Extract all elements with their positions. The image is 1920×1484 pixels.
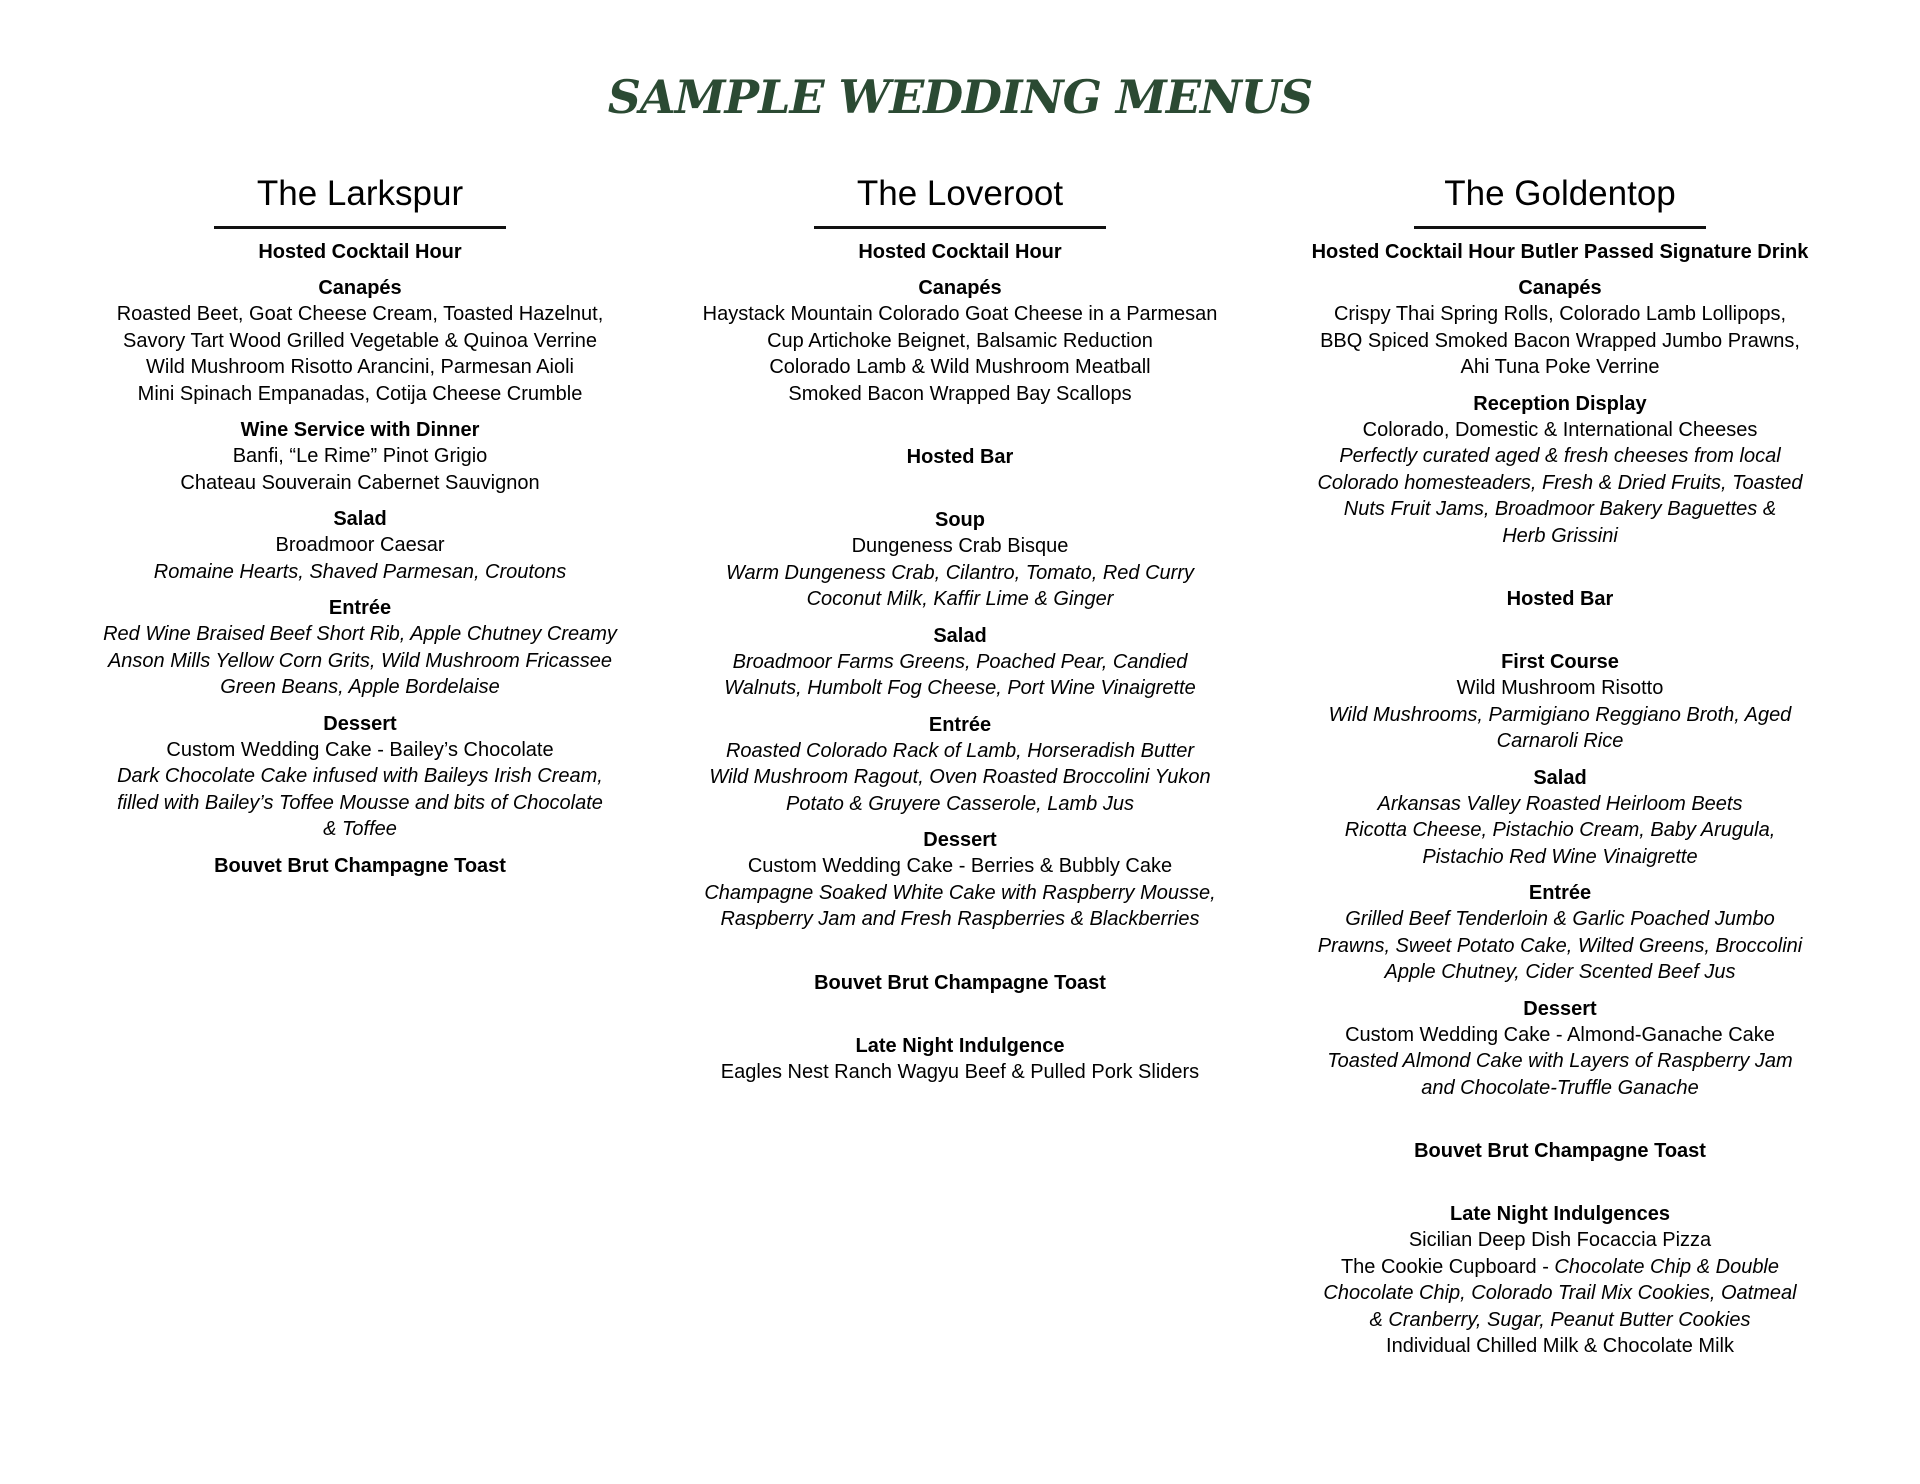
menu-item-line: Ahi Tuna Poke Verrine bbox=[1460, 356, 1660, 378]
section-heading: Late Night Indulgence bbox=[855, 1034, 1065, 1057]
menu-section bbox=[1280, 239, 1840, 265]
section-heading: Canapés bbox=[918, 277, 1002, 299]
menu-section bbox=[1280, 996, 1840, 1102]
menu-item-line: Potato & Gruyere Casserole, Lamb Jus bbox=[786, 792, 1134, 815]
menu-section bbox=[680, 712, 1240, 818]
section-heading: Reception Display bbox=[1473, 392, 1647, 415]
section-heading: Hosted Cocktail Hour bbox=[858, 241, 1062, 263]
menu-item-line: Coconut Milk, Kaffir Lime & Ginger bbox=[806, 588, 1114, 610]
section-heading: Salad bbox=[333, 508, 387, 530]
menu-section bbox=[80, 506, 640, 585]
menu-section bbox=[680, 444, 1240, 470]
menu-item-line: Wild Mushroom Ragout, Oven Roasted Broccolini Yukon bbox=[709, 766, 1211, 788]
menu-section bbox=[1280, 275, 1840, 381]
menu-item-line: Red Wine Braised Beef Short Rib, Apple Chutney Creamy bbox=[103, 623, 617, 645]
menu-item-line: Anson Mills Yellow Corn Grits, Wild Mushroom Fricassee bbox=[107, 649, 613, 672]
menu-column-loveroot bbox=[680, 170, 1240, 1370]
section-heading: Dessert bbox=[923, 829, 997, 851]
menu-sections bbox=[680, 239, 1240, 1085]
menu-section bbox=[80, 239, 640, 265]
section-heading: Hosted Bar bbox=[1506, 588, 1614, 610]
menu-item-line: Wild Mushroom Risotto Arancini, Parmesan Aioli bbox=[146, 356, 574, 378]
menu-name: The Larkspur bbox=[214, 170, 506, 229]
menu-item-line: Crispy Thai Spring Rolls, Colorado Lamb Lollipops, bbox=[1333, 303, 1787, 325]
menu-section bbox=[1280, 649, 1840, 755]
menu-item-line: Warm Dungeness Crab, Cilantro, Tomato, Red Curry bbox=[726, 561, 1194, 584]
menu-item-line: Pistachio Red Wine Vinaigrette bbox=[1422, 845, 1698, 868]
menu-item-line: Cup Artichoke Beignet, Balsamic Reduction bbox=[767, 329, 1153, 352]
menu-section bbox=[680, 827, 1240, 933]
menu-item-text: Chocolate Chip & Double bbox=[1554, 1255, 1780, 1278]
section-heading: Hosted Bar bbox=[906, 446, 1014, 468]
menu-section bbox=[680, 970, 1240, 996]
menu-item-line: BBQ Spiced Smoked Bacon Wrapped Jumbo Prawns, bbox=[1320, 329, 1800, 352]
section-heading: Hosted Cocktail Hour Butler Passed Signature Drink bbox=[1311, 241, 1809, 263]
menu-item-line: Romaine Hearts, Shaved Parmesan, Croutons bbox=[153, 560, 567, 583]
section-heading: Hosted Cocktail Hour bbox=[258, 241, 462, 263]
menu-section bbox=[1280, 1138, 1840, 1164]
menu-section bbox=[680, 1033, 1240, 1086]
section-heading: Canapés bbox=[318, 277, 402, 299]
menu-item-line: filled with Bailey’s Toffee Mousse and bits of Chocolate bbox=[117, 791, 603, 814]
menu-item-line: Haystack Mountain Colorado Goat Cheese in a Parmesan bbox=[702, 303, 1218, 325]
menu-section bbox=[1280, 880, 1840, 986]
menu-item-line: Colorado, Domestic & International Cheeses bbox=[1362, 418, 1758, 441]
menu-item-line: Arkansas Valley Roasted Heirloom Beets bbox=[1377, 792, 1743, 815]
section-heading: Salad bbox=[933, 624, 987, 647]
section-heading: First Course bbox=[1501, 651, 1619, 673]
menu-item-line: Nuts Fruit Jams, Broadmoor Bakery Baguettes & bbox=[1343, 498, 1777, 520]
section-heading: Soup bbox=[935, 509, 985, 531]
menu-section bbox=[1280, 1201, 1840, 1360]
section-heading: Canapés bbox=[1518, 277, 1602, 299]
menu-section bbox=[1280, 765, 1840, 871]
section-heading: Salad bbox=[1533, 766, 1587, 789]
page-title: SAMPLE WEDDING MENUS bbox=[607, 70, 1313, 124]
menu-item-line: Sicilian Deep Dish Focaccia Pizza bbox=[1408, 1229, 1712, 1251]
menu-item-line: Carnaroli Rice bbox=[1496, 730, 1624, 752]
menu-column-larkspur bbox=[80, 170, 640, 1370]
section-heading: Dessert bbox=[323, 712, 397, 735]
menu-name: The Loveroot bbox=[814, 170, 1106, 229]
menu-sections bbox=[1280, 239, 1840, 1360]
menu-item-line: Apple Chutney, Cider Scented Beef Jus bbox=[1384, 961, 1736, 983]
menu-item-line: & Toffee bbox=[323, 818, 397, 840]
menu-item-line: Toasted Almond Cake with Layers of Raspberry Jam bbox=[1327, 1050, 1793, 1072]
menu-section bbox=[680, 275, 1240, 407]
section-heading: Dessert bbox=[1523, 997, 1597, 1020]
menus-container bbox=[80, 170, 1840, 1370]
menu-section bbox=[80, 275, 640, 407]
menu-item-line: Dark Chocolate Cake infused with Baileys Irish Cream, bbox=[117, 765, 603, 787]
section-heading: Late Night Indulgences bbox=[1449, 1203, 1671, 1225]
menu-section bbox=[80, 711, 640, 843]
menu-item-line: Ricotta Cheese, Pistachio Cream, Baby Arugula, bbox=[1344, 819, 1776, 841]
menu-name: The Goldentop bbox=[1414, 170, 1706, 229]
menu-section bbox=[680, 239, 1240, 265]
menu-item-line: and Chocolate-Truffle Ganache bbox=[1421, 1076, 1699, 1099]
menu-item-line: Wild Mushroom Risotto bbox=[1456, 677, 1664, 699]
menu-item-line: Custom Wedding Cake - Almond-Ganache Cake bbox=[1345, 1023, 1775, 1046]
menu-item-line: Herb Grissini bbox=[1502, 524, 1618, 547]
menu-item-text: The Cookie Cupboard - bbox=[1340, 1255, 1555, 1278]
menu-section bbox=[80, 853, 640, 879]
section-heading: Entrée bbox=[928, 713, 992, 736]
menu-section bbox=[680, 507, 1240, 613]
section-heading: Bouvet Brut Champagne Toast bbox=[214, 854, 506, 877]
section-heading: Bouvet Brut Champagne Toast bbox=[814, 971, 1106, 994]
menu-item-line: Walnuts, Humbolt Fog Cheese, Port Wine Vinaigrette bbox=[724, 677, 1196, 699]
menu-item-line: Savory Tart Wood Grilled Vegetable & Quinoa Verrine bbox=[123, 329, 597, 352]
menu-item-line: Colorado Lamb & Wild Mushroom Meatball bbox=[769, 356, 1151, 378]
menu-item-line: Dungeness Crab Bisque bbox=[851, 535, 1069, 557]
menu-item-line: Eagles Nest Ranch Wagyu Beef & Pulled Pork Sliders bbox=[720, 1060, 1200, 1083]
menu-item-line bbox=[1280, 1254, 1840, 1281]
menu-section bbox=[1280, 586, 1840, 612]
menu-item-line: Raspberry Jam and Fresh Raspberries & Blackberries bbox=[720, 908, 1200, 930]
menu-item-line: Banfi, “Le Rime” Pinot Grigio bbox=[232, 445, 488, 467]
menu-item-line: Roasted Colorado Rack of Lamb, Horseradish Butter bbox=[725, 739, 1194, 762]
section-heading: Bouvet Brut Champagne Toast bbox=[1414, 1140, 1706, 1162]
menu-item-line: Roasted Beet, Goat Cheese Cream, Toasted Hazelnut, bbox=[116, 303, 604, 325]
menu-item-line: Chocolate Chip, Colorado Trail Mix Cookies, Oatmeal bbox=[1323, 1282, 1797, 1304]
menu-item-line: Broadmoor Farms Greens, Poached Pear, Candied bbox=[732, 650, 1188, 673]
menu-item-line: Broadmoor Caesar bbox=[275, 534, 445, 556]
section-heading: Entrée bbox=[1528, 882, 1592, 904]
menu-item-line: & Cranberry, Sugar, Peanut Butter Cookies bbox=[1369, 1308, 1751, 1331]
menu-item-line: Custom Wedding Cake - Berries & Bubbly Cake bbox=[747, 855, 1173, 877]
menu-item-line: Green Beans, Apple Bordelaise bbox=[220, 676, 500, 698]
menu-sections bbox=[80, 239, 640, 879]
menu-item-line: Champagne Soaked White Cake with Raspberry Mousse, bbox=[704, 881, 1216, 904]
menu-item-line: Perfectly curated aged & fresh cheeses from local bbox=[1339, 445, 1781, 467]
menu-column-goldentop bbox=[1280, 170, 1840, 1370]
menu-section bbox=[80, 417, 640, 496]
menu-section bbox=[1280, 391, 1840, 550]
menu-item-line: Chateau Souverain Cabernet Sauvignon bbox=[180, 471, 540, 494]
menu-item-line: Smoked Bacon Wrapped Bay Scallops bbox=[788, 382, 1132, 405]
menu-item-line: Individual Chilled Milk & Chocolate Milk bbox=[1386, 1335, 1734, 1357]
menu-item-line: Grilled Beef Tenderloin & Garlic Poached Jumbo bbox=[1345, 908, 1775, 930]
section-heading: Entrée bbox=[328, 597, 392, 619]
menu-item-line: Custom Wedding Cake - Bailey’s Chocolate bbox=[166, 738, 554, 761]
menu-item-line: Prawns, Sweet Potato Cake, Wilted Greens, Broccolini bbox=[1317, 934, 1803, 957]
menu-section bbox=[80, 595, 640, 701]
menu-section bbox=[680, 623, 1240, 702]
menu-item-line: Mini Spinach Empanadas, Cotija Cheese Crumble bbox=[137, 382, 583, 405]
menu-item-line: Wild Mushrooms, Parmigiano Reggiano Broth, Aged bbox=[1328, 703, 1792, 726]
section-heading: Wine Service with Dinner bbox=[240, 419, 480, 441]
menu-item-line: Colorado homesteaders, Fresh & Dried Fruits, Toasted bbox=[1317, 471, 1803, 494]
